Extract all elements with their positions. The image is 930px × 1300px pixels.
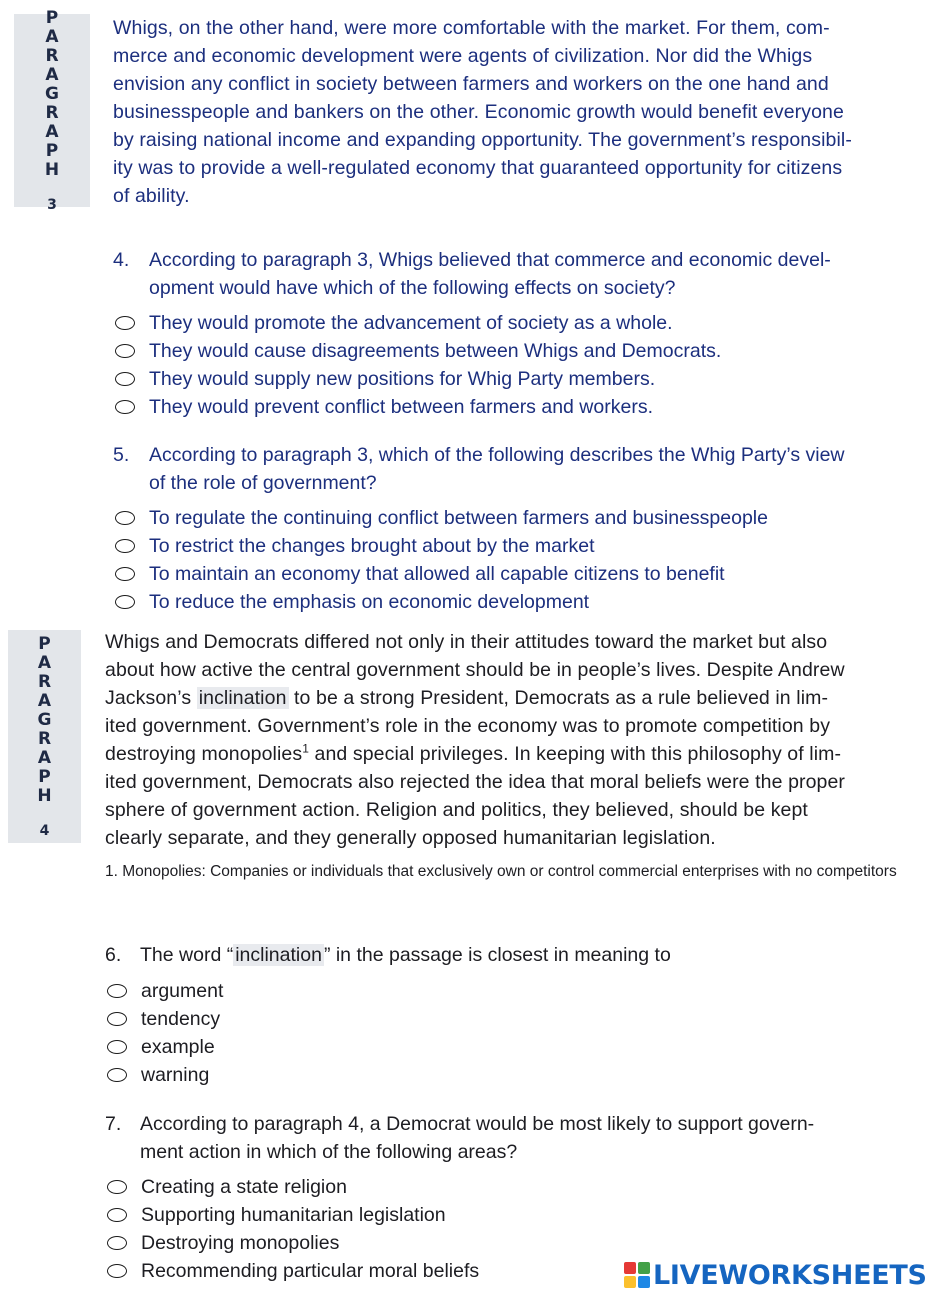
question-line: ment action in which of the following areas? bbox=[140, 1141, 518, 1163]
question-7-options bbox=[105, 1173, 625, 1285]
text-line: businesspeople and bankers on the other. Economic growth would benefit everyone bbox=[113, 101, 844, 123]
option-label: To regulate the continuing conflict between farmers and businesspeople bbox=[149, 507, 768, 529]
logo-icon bbox=[624, 1262, 650, 1288]
radio-icon[interactable] bbox=[107, 1180, 127, 1194]
answer-option[interactable] bbox=[113, 532, 906, 560]
radio-icon[interactable] bbox=[107, 1068, 127, 1082]
radio-icon[interactable] bbox=[115, 400, 135, 414]
highlighted-word: inclination bbox=[235, 944, 322, 966]
paragraph-3-tab bbox=[14, 7, 90, 213]
paragraph-3-text bbox=[113, 14, 906, 210]
radio-icon[interactable] bbox=[107, 1264, 127, 1278]
option-label: Creating a state religion bbox=[141, 1176, 347, 1198]
text-line: ited government. Government’s role in the economy was to promote competition by bbox=[105, 715, 831, 737]
tab-letter: P bbox=[38, 766, 51, 787]
question-4-options bbox=[113, 309, 906, 421]
tab-letter: A bbox=[45, 121, 59, 142]
logo-tile bbox=[638, 1262, 650, 1274]
paragraph-4-text bbox=[105, 628, 905, 852]
answer-option[interactable] bbox=[113, 504, 906, 532]
tab-letter: H bbox=[37, 785, 52, 806]
radio-icon[interactable] bbox=[107, 984, 127, 998]
option-label: They would supply new positions for Whig Party members. bbox=[149, 368, 656, 390]
radio-icon[interactable] bbox=[115, 372, 135, 386]
tab-letter: R bbox=[45, 45, 59, 66]
text-line: Whigs, on the other hand, were more comfortable with the market. For them, com- bbox=[113, 17, 830, 39]
liveworksheets-logo bbox=[624, 1259, 927, 1291]
question-line: According to paragraph 3, Whigs believed that commerce and economic devel- bbox=[149, 249, 831, 271]
tab-letter: A bbox=[45, 64, 59, 85]
radio-icon[interactable] bbox=[107, 1208, 127, 1222]
tab-letter: G bbox=[45, 83, 59, 104]
radio-icon[interactable] bbox=[107, 1040, 127, 1054]
text-line: ity was to provide a well-regulated economy that guaranteed opportunity for citizens bbox=[113, 157, 843, 179]
tab-number: 3 bbox=[47, 196, 57, 213]
paragraph-4-tab bbox=[8, 630, 81, 843]
question-line: According to paragraph 3, which of the following describes the Whig Party’s view bbox=[149, 444, 845, 466]
question-6 bbox=[105, 941, 905, 969]
question-6-options bbox=[105, 977, 905, 1089]
tab-letter: A bbox=[45, 26, 59, 47]
footnote: 1. Monopolies: Companies or individuals that exclusively own or control commercial enterprises with no competitors bbox=[105, 863, 897, 880]
text-line: of ability. bbox=[113, 185, 190, 207]
tab-letter: G bbox=[37, 709, 52, 730]
radio-icon[interactable] bbox=[107, 1236, 127, 1250]
answer-option[interactable] bbox=[105, 1005, 905, 1033]
radio-icon[interactable] bbox=[115, 595, 135, 609]
text-line: envision any conflict in society between farmers and workers on the one hand and bbox=[113, 73, 829, 95]
answer-option[interactable] bbox=[113, 393, 906, 421]
tab-letter: A bbox=[37, 690, 52, 711]
tab-letter: R bbox=[45, 102, 59, 123]
text-fragment: to be a strong President, Democrats as a rule believed in lim- bbox=[288, 687, 829, 709]
text-fragment: destroying monopolies bbox=[105, 743, 303, 765]
logo-tile bbox=[638, 1276, 650, 1288]
text-line: merce and economic development were agents of civilization. Nor did the Whigs bbox=[113, 45, 813, 67]
text-fragment: The word “ bbox=[140, 944, 234, 966]
question-line: According to paragraph 4, a Democrat would be most likely to support govern- bbox=[140, 1113, 815, 1135]
answer-option[interactable] bbox=[105, 1033, 905, 1061]
answer-option[interactable] bbox=[113, 560, 906, 588]
tab-letter: A bbox=[37, 747, 52, 768]
question-4 bbox=[113, 246, 906, 302]
question-5-options bbox=[113, 504, 906, 616]
text-fragment: ” in the passage is closest in meaning to bbox=[323, 944, 671, 966]
answer-option[interactable] bbox=[105, 1173, 625, 1201]
tab-letter: A bbox=[37, 652, 52, 673]
answer-option[interactable] bbox=[113, 309, 906, 337]
question-5 bbox=[113, 441, 906, 497]
tab-letter: R bbox=[37, 728, 52, 749]
text-line: clearly separate, and they generally opposed humanitarian legislation. bbox=[105, 827, 716, 849]
tab-letter: P bbox=[45, 140, 59, 161]
question-number: 4. bbox=[113, 249, 130, 271]
radio-icon[interactable] bbox=[115, 511, 135, 525]
option-label: They would cause disagreements between Whigs and Democrats. bbox=[149, 340, 722, 362]
answer-option[interactable] bbox=[105, 1257, 625, 1285]
option-label: To maintain an economy that allowed all capable citizens to benefit bbox=[149, 563, 725, 585]
option-label: example bbox=[141, 1036, 215, 1058]
answer-option[interactable] bbox=[105, 1201, 625, 1229]
answer-option[interactable] bbox=[105, 977, 905, 1005]
question-7 bbox=[105, 1110, 905, 1166]
option-label: Destroying monopolies bbox=[141, 1232, 340, 1254]
option-label: They would promote the advancement of society as a whole. bbox=[149, 312, 673, 334]
text-fragment: and special privileges. In keeping with this philosophy of lim- bbox=[309, 743, 842, 765]
radio-icon[interactable] bbox=[107, 1012, 127, 1026]
question-text bbox=[140, 1110, 905, 1166]
logo-text: LIVEWORKSHEETS bbox=[653, 1259, 927, 1291]
option-label: To reduce the emphasis on economic development bbox=[149, 591, 590, 613]
answer-option[interactable] bbox=[113, 337, 906, 365]
logo-tile bbox=[624, 1262, 636, 1274]
question-number: 6. bbox=[105, 944, 122, 966]
option-label: Supporting humanitarian legislation bbox=[141, 1204, 446, 1226]
text-fragment: Jackson’s bbox=[105, 687, 197, 709]
text-line bbox=[105, 684, 905, 712]
tab-letter: P bbox=[38, 633, 51, 654]
tab-letter: P bbox=[45, 7, 59, 28]
radio-icon[interactable] bbox=[115, 344, 135, 358]
option-label: To restrict the changes brought about by the market bbox=[149, 535, 595, 557]
tab-letter: R bbox=[37, 671, 52, 692]
radio-icon[interactable] bbox=[115, 567, 135, 581]
answer-option[interactable] bbox=[113, 365, 906, 393]
logo-tile bbox=[624, 1276, 636, 1288]
question-text bbox=[149, 246, 906, 302]
question-text bbox=[149, 441, 906, 497]
option-label: Recommending particular moral beliefs bbox=[141, 1260, 480, 1282]
question-line: opment would have which of the following effects on society? bbox=[149, 277, 676, 299]
question-number: 5. bbox=[113, 444, 130, 466]
answer-option[interactable] bbox=[105, 1229, 625, 1257]
text-line bbox=[105, 740, 905, 768]
radio-icon[interactable] bbox=[115, 316, 135, 330]
question-number: 7. bbox=[105, 1113, 122, 1135]
option-label: warning bbox=[141, 1064, 210, 1086]
text-line: by raising national income and expanding opportunity. The government’s responsibil- bbox=[113, 129, 852, 151]
answer-option[interactable] bbox=[113, 588, 906, 616]
text-line: ited government, Democrats also rejected the idea that moral beliefs were the proper bbox=[105, 771, 846, 793]
radio-icon[interactable] bbox=[115, 539, 135, 553]
question-line: of the role of government? bbox=[149, 472, 377, 494]
answer-option[interactable] bbox=[105, 1061, 905, 1089]
option-label: They would prevent conflict between farmers and workers. bbox=[149, 396, 653, 418]
highlighted-word: inclination bbox=[198, 687, 287, 709]
footnote-marker: 1 bbox=[302, 741, 309, 756]
option-label: tendency bbox=[141, 1008, 221, 1030]
option-label: argument bbox=[141, 980, 224, 1002]
text-line: sphere of government action. Religion and politics, they believed, should be kept bbox=[105, 799, 808, 821]
text-line: about how active the central government should be in people’s lives. Despite Andrew bbox=[105, 659, 845, 681]
text-line: Whigs and Democrats differed not only in their attitudes toward the market but also bbox=[105, 631, 828, 653]
tab-letter: H bbox=[44, 159, 60, 180]
question-text bbox=[140, 941, 905, 969]
tab-number: 4 bbox=[39, 822, 50, 839]
